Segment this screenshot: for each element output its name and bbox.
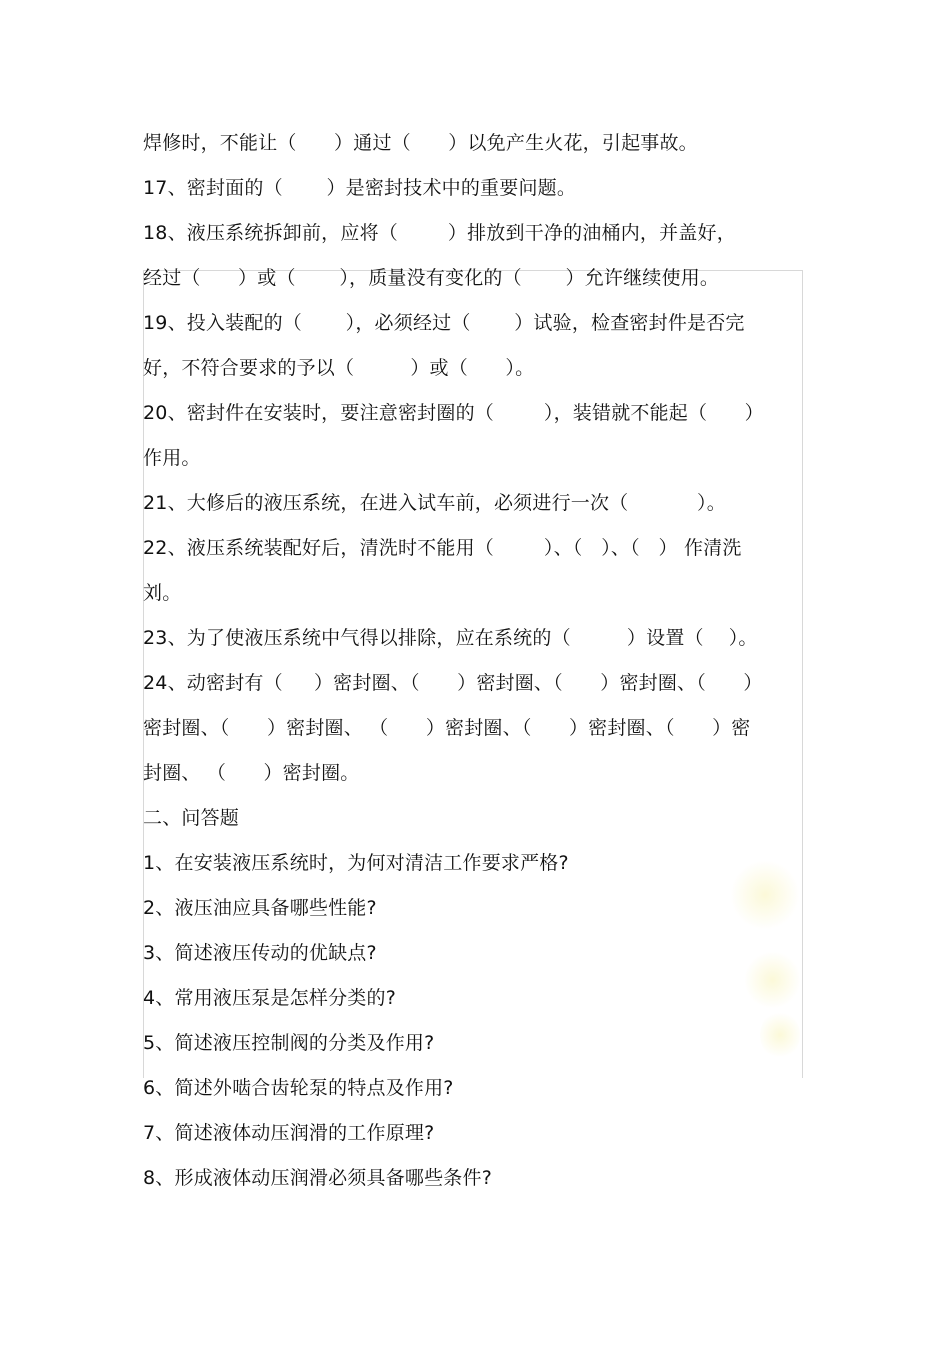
qa-question-2: 2、液压油应具备哪些性能? (143, 897, 377, 919)
text-line: 刘。 (143, 582, 182, 604)
question-24: 24、动密封有（ ）密封圈、（ ）密封圈、（ ）密封圈、（ ） (143, 672, 763, 694)
text-line: 封圈、 （ ）密封圈。 (143, 762, 360, 784)
question-21: 21、大修后的液压系统，在进入试车前，必须进行一次（ ）。 (143, 492, 726, 514)
qa-question-6: 6、简述外啮合齿轮泵的特点及作用? (143, 1077, 454, 1099)
question-17: 17、密封面的（ ）是密封技术中的重要问题。 (143, 177, 577, 199)
qa-question-5: 5、简述液压控制阀的分类及作用? (143, 1032, 435, 1054)
section-heading: 二、问答题 (143, 807, 240, 829)
text-line: 作用。 (143, 447, 201, 469)
question-22: 22、液压系统装配好后，清洗时不能用（ ）、（ ）、（ ） 作清洗 (143, 537, 742, 559)
qa-question-3: 3、简述液压传动的优缺点? (143, 942, 377, 964)
question-18: 18、液压系统拆卸前，应将（ ）排放到干净的油桶内，并盖好， (143, 222, 736, 244)
text-line: 密封圈、（ ）密封圈、 （ ）密封圈、（ ）密封圈、（ ）密 (143, 717, 751, 739)
question-20: 20、密封件在安装时，要注意密封圈的（ ），装错就不能起（ ） (143, 402, 764, 424)
qa-question-4: 4、常用液压泵是怎样分类的? (143, 987, 396, 1009)
qa-question-1: 1、在安装液压系统时，为何对清洁工作要求严格? (143, 852, 569, 874)
qa-question-7: 7、简述液体动压润滑的工作原理? (143, 1122, 435, 1144)
qa-question-8: 8、形成液体动压润滑必须具备哪些条件? (143, 1167, 492, 1189)
text-line: 好，不符合要求的予以（ ）或（ ）。 (143, 357, 535, 379)
question-19: 19、投入装配的（ ），必须经过（ ）试验，检查密封件是否完 (143, 312, 745, 334)
document-body (143, 121, 807, 1201)
question-23: 23、为了使液压系统中气得以排除，应在系统的（ ）设置（ ）。 (143, 627, 758, 649)
text-line: 焊修时，不能让（ ）通过（ ）以免产生火花，引起事故。 (143, 132, 698, 154)
text-line: 经过（ ）或（ ），质量没有变化的（ ）允许继续使用。 (143, 267, 720, 289)
